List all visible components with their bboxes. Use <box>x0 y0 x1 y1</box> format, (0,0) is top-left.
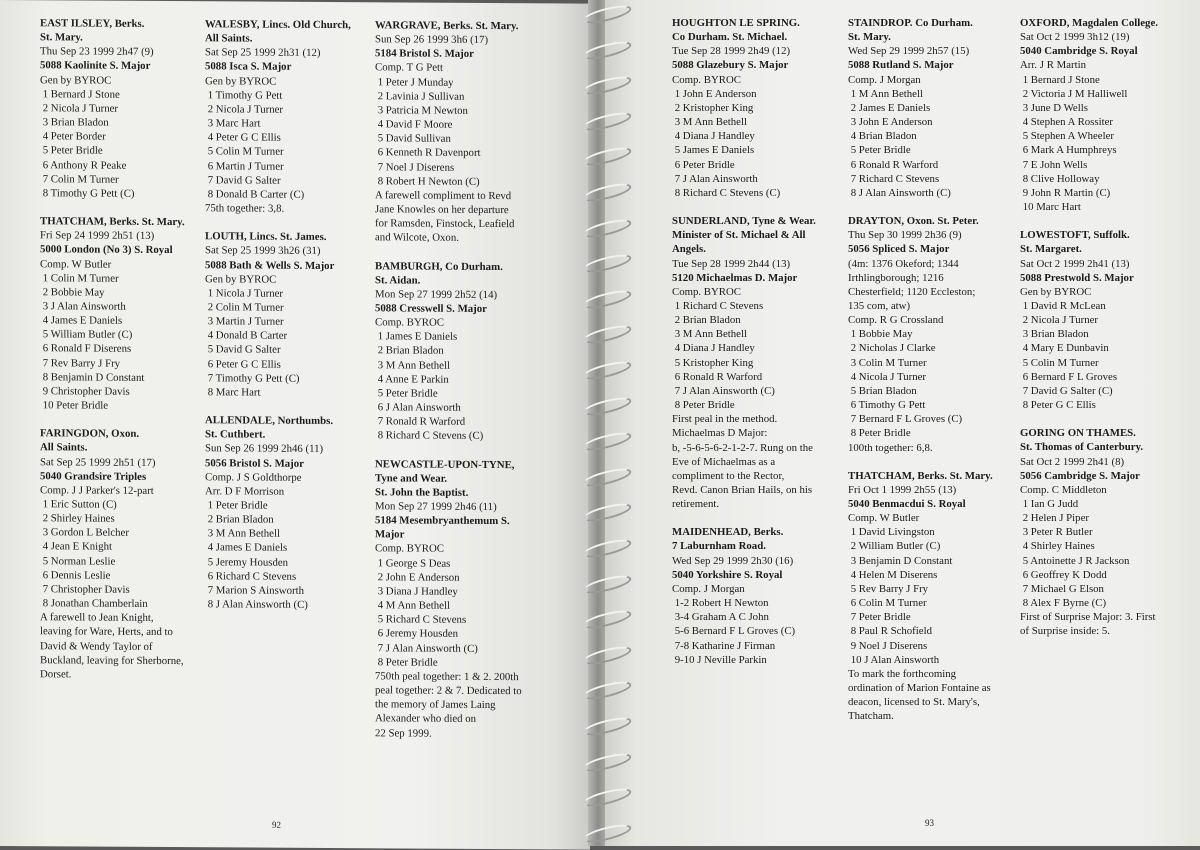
peal-location: MAIDENHEAD, Berks. <box>672 526 784 539</box>
ringer: 6 Kenneth R Davenport <box>375 146 481 160</box>
left-column-3 <box>375 18 545 755</box>
ringer: 1 Eric Sutton (C) <box>40 498 117 511</box>
ringer: 8 J Alan Ainsworth (C) <box>848 186 951 199</box>
ringer: 1 Ian G Judd <box>1020 498 1079 510</box>
peal-method-note: (4m: 1376 Okeford; 1344 <box>848 257 959 270</box>
peal-date: Mon Sep 27 1999 2h52 (14) <box>375 288 498 301</box>
ringer: 5 Peter Bridle <box>848 144 911 157</box>
ringer: 8 Richard C Stevens (C) <box>375 429 484 443</box>
ringer: 2 Lavinia J Sullivan <box>375 90 465 103</box>
ringer: 4 Jean E Knight <box>40 540 112 554</box>
ringer: 2 Nicola J Turner <box>40 102 118 115</box>
ringer: 5 David Sullivan <box>375 132 451 146</box>
ringer: 1 Richard C Stevens <box>672 299 764 312</box>
peal-date: Mon Sep 27 1999 2h46 (11) <box>375 500 497 514</box>
ringer: 5 Stephen A Wheeler <box>1020 130 1114 143</box>
ringer: 6 Richard C Stevens <box>205 570 297 583</box>
peal-date: Fri Oct 1 1999 2h55 (13) <box>848 483 957 496</box>
peal-location: Angels. <box>672 243 706 256</box>
peal-location: SUNDERLAND, Tyne & Wear. <box>672 215 816 228</box>
peal-location: FARINGDON, Oxon. <box>40 427 140 441</box>
peal-location: Co Durham. St. Michael. <box>672 31 788 44</box>
peal-entry <box>1020 16 1190 214</box>
peal-composition: Gen by BYROC <box>1020 285 1092 298</box>
peal-location: THATCHAM, Berks. St. Mary. <box>848 469 993 482</box>
ringer: 5 Brian Bladon <box>848 384 917 397</box>
peal-date: Sat Oct 2 1999 2h41 (8) <box>1020 455 1125 468</box>
ringer: 4 Diana J Handley <box>672 130 755 143</box>
peal-footnote: Thatcham. <box>848 710 894 723</box>
ringer: 4 Diana J Handley <box>672 342 755 355</box>
ringer: 6 Dennis Leslie <box>40 569 111 582</box>
peal-date: Tue Sep 28 1999 2h49 (12) <box>672 45 791 58</box>
ringer: 7 Christopher Davis <box>40 583 130 596</box>
peal-location: St. Mary. <box>40 31 83 44</box>
ringer: 6 Colin M Turner <box>848 597 927 610</box>
ringer: 4 Brian Bladon <box>848 130 917 143</box>
ringer: 5 Kristopher King <box>672 356 754 369</box>
ringer: 6 Ronald F Diserens <box>40 342 132 356</box>
ringer: 5 Colin M Turner <box>1020 356 1099 369</box>
ringer: 6 Bernard F L Groves <box>1020 370 1118 383</box>
ringer: 2 Nicola J Turner <box>1020 314 1098 327</box>
ringer: 9-10 J Neville Parkin <box>672 653 767 666</box>
peal-composition: Comp. R G Crossland <box>848 314 944 327</box>
ringer: 7 Rev Barry J Fry <box>40 356 121 370</box>
peal-location: BAMBURGH, Co Durham. <box>375 259 503 273</box>
ringer: 8 Timothy G Pett (C) <box>40 187 135 200</box>
ringer: 6 Timothy G Pett <box>848 399 926 412</box>
peal-footnote: Alexander who died on <box>375 712 477 726</box>
ringer: 8 Peter G C Ellis <box>1020 399 1096 412</box>
ringer: 6 Geoffrey K Dodd <box>1020 568 1107 581</box>
ringer: 2 Bobbie May <box>40 286 105 299</box>
peal-location: St. Aidan. <box>375 273 421 287</box>
peal-location: St. Thomas of Canterbury. <box>1020 441 1144 454</box>
ringer: 4 James E Daniels <box>40 314 123 327</box>
peal-footnote: the memory of James Laing <box>375 698 496 712</box>
peal-method: 5088 Prestwold S. Major <box>1020 271 1134 284</box>
ringer: 7 David G Salter <box>205 173 281 187</box>
ringer: 7 J Alan Ainsworth (C) <box>375 641 478 655</box>
peal-method: 5040 Benmacdui S. Royal <box>848 498 966 510</box>
peal-location: ALLENDALE, Northumbs. <box>205 414 334 428</box>
peal-method: 5088 Cresswell S. Major <box>375 302 487 315</box>
ringer: 3 M Ann Bethell <box>375 358 450 372</box>
peal-composition: Comp. T G Pett <box>375 61 443 75</box>
ringer: 1 Nicola J Turner <box>205 287 283 300</box>
ringer: 5-6 Bernard F L Groves (C) <box>672 625 796 638</box>
peal-location: 7 Laburnham Road. <box>672 540 766 553</box>
ringer: 8 Richard C Stevens (C) <box>672 186 781 199</box>
ringer: 1 Timothy G Pett <box>205 89 283 102</box>
ringer: 8 Jonathan Chamberlain <box>40 597 148 610</box>
ringer: 4 Stephen A Rossiter <box>1020 116 1113 129</box>
ringer: 5 Richard C Stevens <box>375 613 467 627</box>
ringer: 3 Martin J Turner <box>205 315 284 328</box>
peal-footnote: Jane Knowles on her departure <box>375 203 509 217</box>
ringer: 7 Marion S Ainsworth <box>205 584 304 597</box>
ringer: 1 Peter J Munday <box>375 75 454 89</box>
ringer: 1 David Livingston <box>848 526 935 539</box>
peal-date: Sun Sep 26 1999 3h6 (17) <box>375 33 489 47</box>
peal-date: Sat Oct 2 1999 2h41 (13) <box>1020 257 1130 270</box>
peal-location: STAINDROP. Co Durham. <box>848 17 973 29</box>
peal-footnote: A farewell to Jean Knight, <box>40 611 154 625</box>
ringer: 3 M Ann Bethell <box>205 527 280 541</box>
peal-entry <box>205 413 370 612</box>
peal-footnote: peal together: 2 & 7. Dedicated to <box>375 684 522 698</box>
ringer: 1-2 Robert H Newton <box>672 597 769 610</box>
peal-method: 5088 Kaolinite S. Major <box>40 59 151 73</box>
peal-method: 5056 Spliced S. Major <box>848 243 950 256</box>
ringer: 5 Peter Bridle <box>40 144 103 158</box>
peal-location: DRAYTON, Oxon. St. Peter. <box>848 215 979 228</box>
peal-entry <box>672 525 842 667</box>
peal-composition: Arr. D F Morrison <box>205 485 285 498</box>
ringer: 8 Robert H Newton (C) <box>375 175 480 188</box>
ringer: 5 James E Daniels <box>672 144 755 157</box>
ringer: 1 Bobbie May <box>848 328 913 341</box>
peal-date: Thu Sep 23 1999 2h47 (9) <box>40 45 154 59</box>
peal-location: St. Mary. <box>848 31 891 44</box>
ringer: 3 M Ann Bethell <box>672 328 747 341</box>
peal-footnote: 22 Sep 1999. <box>375 726 432 740</box>
right-column-1 <box>672 16 842 681</box>
peal-date: Sat Oct 2 1999 3h12 (19) <box>1020 31 1130 44</box>
page-number-right: 93 <box>925 818 934 828</box>
ringer: 9 Noel J Diserens <box>848 639 928 652</box>
peal-method-note: Chesterfield; 1120 Eccleston; <box>848 285 976 298</box>
ringer: 9 John R Martin (C) <box>1020 186 1111 199</box>
peal-location: All Saints. <box>40 441 88 454</box>
ringer: 2 Nicholas J Clarke <box>848 342 936 355</box>
ringer: 3 Colin M Turner <box>848 356 927 369</box>
peal-location: GORING ON THAMES. <box>1020 427 1136 440</box>
peal-method: 5088 Glazebury S. Major <box>672 59 789 72</box>
ringer: 6 Jeremy Housden <box>375 627 459 641</box>
ringer: 4 David F Moore <box>375 118 453 131</box>
ringer: 2 William Butler (C) <box>848 540 941 553</box>
peal-footnote: for Ramsden, Finstock, Leafield <box>375 217 515 231</box>
peal-composition: Comp. C Middleton <box>1020 483 1107 496</box>
peal-composition: Comp. BYROC <box>375 316 444 329</box>
ringer: 6 Peter Bridle <box>672 158 735 171</box>
peal-date: Thu Sep 30 1999 2h36 (9) <box>848 229 962 242</box>
peal-location: NEWCASTLE-UPON-TYNE, <box>375 457 515 471</box>
peal-composition: Comp. W Butler <box>848 512 920 525</box>
ringer: 3 Brian Bladon <box>1020 328 1089 341</box>
peal-entry <box>672 16 842 200</box>
ringer: 7 Noel J Diserens <box>375 160 455 174</box>
peal-method: 5184 Mesembryanthemum S. <box>375 514 510 528</box>
ringer: 6 Mark A Humphreys <box>1020 144 1117 157</box>
peal-footnote: deacon, licensed to St. Mary's, <box>848 696 980 709</box>
ringer: 2 Shirley Haines <box>40 512 115 525</box>
ringer: 10 Peter Bridle <box>40 399 109 412</box>
peal-entry <box>375 18 545 246</box>
peal-footnote: Michaelmas D Major: <box>672 427 768 440</box>
peal-composition: Comp. BYROC <box>672 285 741 298</box>
peal-footnote: 100th together: 6,8. <box>848 441 933 454</box>
peal-composition: Gen by BYROC <box>40 73 112 87</box>
ringer: 1 Bernard J Stone <box>40 88 120 101</box>
ringer: 10 J Alan Ainsworth <box>848 653 940 666</box>
peal-entry <box>672 214 842 511</box>
peal-entry <box>1020 228 1190 412</box>
peal-method: 5184 Bristol S. Major <box>375 47 474 61</box>
ringer: 1 M Ann Bethell <box>848 87 923 100</box>
ringer: 3-4 Graham A C John <box>672 611 769 624</box>
ringer: 4 Donald B Carter <box>205 329 288 343</box>
ringer: 8 Peter Bridle <box>672 399 735 412</box>
ringer: 2 Brian Bladon <box>375 344 444 358</box>
ringer: 6 Peter G C Ellis <box>205 357 281 371</box>
ringer: 4 Shirley Haines <box>1020 540 1095 553</box>
peal-footnote: David & Wendy Taylor of <box>40 639 153 653</box>
peal-method-note: Irthlingborough; 1216 <box>848 271 944 284</box>
ringer: 7 Ronald R Warford <box>375 415 466 429</box>
ringer: 6 Anthony R Peake <box>40 158 127 172</box>
peal-footnote: leaving for Ware, Herts, and to <box>40 625 173 639</box>
peal-method: 5120 Michaelmas D. Major <box>672 271 798 284</box>
peal-location: All Saints. <box>205 32 253 45</box>
ringer: 7 Richard C Stevens <box>848 172 940 185</box>
peal-entry <box>848 214 1018 455</box>
peal-footnote: Buckland, leaving for Sherborne, <box>40 653 184 667</box>
ringer: 3 Benjamin D Constant <box>848 554 953 567</box>
ringer: 7-8 Katharine J Firman <box>672 639 776 652</box>
ringer: 6 Ronald R Warford <box>672 370 763 383</box>
ringer: 6 Martin J Turner <box>205 159 284 173</box>
peal-composition: Comp. W Butler <box>40 257 112 271</box>
ringer: 7 Michael G Elson <box>1020 582 1104 595</box>
ringer: 2 Colin M Turner <box>205 301 284 314</box>
ringer: 9 Christopher Davis <box>40 385 130 398</box>
ringer: 3 Patricia M Newton <box>375 104 468 117</box>
peal-entry <box>40 426 200 682</box>
ringer: 2 Kristopher King <box>672 101 754 114</box>
peal-location: THATCHAM, Berks. St. Mary. <box>40 215 185 229</box>
peal-footnote: b, -5-6-5-6-2-1-2-7. Rung on the <box>672 441 813 454</box>
peal-method: Major <box>375 528 405 541</box>
peal-method: 5040 Grandsire Triples <box>40 469 147 483</box>
peal-footnote: A farewell compliment to Revd <box>375 189 512 202</box>
ringer: 5 Colin M Turner <box>205 145 284 159</box>
peal-date: Tue Sep 28 1999 2h44 (13) <box>672 257 791 270</box>
ringer: 1 Bernard J Stone <box>1020 73 1100 86</box>
peal-composition: Comp. J S Goldthorpe <box>205 470 302 484</box>
peal-footnote: Revd. Canon Brian Hails, on his <box>672 484 813 496</box>
ringer: 5 Rev Barry J Fry <box>848 582 929 595</box>
ringer: 2 Brian Bladon <box>672 314 741 327</box>
peal-entry <box>205 17 370 216</box>
peal-location: EAST ILSLEY, Berks. <box>40 17 145 30</box>
ringer: 3 Marc Hart <box>205 117 261 130</box>
peal-composition: Arr. J R Martin <box>1020 59 1086 72</box>
page-number-left: 92 <box>272 819 281 830</box>
ringer: 8 Benjamin D Constant <box>40 370 145 384</box>
left-column-2 <box>205 17 370 626</box>
peal-location: OXFORD, Magdalen College. <box>1020 17 1158 29</box>
peal-location: WARGRAVE, Berks. St. Mary. <box>375 19 519 33</box>
peal-date: Sat Sep 25 1999 3h26 (31) <box>205 244 321 258</box>
peal-entry <box>40 214 200 413</box>
peal-composition: Comp. BYROC <box>672 73 741 86</box>
ringer: 4 Peter G C Ellis <box>205 131 281 144</box>
ringer: 5 David G Salter <box>205 343 281 357</box>
ringer: 7 J Alan Ainsworth <box>672 172 758 185</box>
peal-method: 5088 Isca S. Major <box>205 60 292 74</box>
peal-footnote: First peal in the method. <box>672 413 778 426</box>
peal-date: Fri Sep 24 1999 2h51 (13) <box>40 229 155 243</box>
peal-entry <box>375 259 545 444</box>
right-column-3 <box>1020 16 1190 653</box>
peal-composition: Gen by BYROC <box>205 272 277 286</box>
peal-entry <box>1020 426 1190 638</box>
ringer: 1 James E Daniels <box>375 330 458 344</box>
ringer: 3 J Alan Ainsworth <box>40 300 126 313</box>
ringer: 5 Jeremy Housden <box>205 555 289 569</box>
ringer: 7 J Alan Ainsworth (C) <box>672 384 775 397</box>
ringer: 8 Alex F Byrne (C) <box>1020 597 1107 610</box>
ringer: 1 Colin M Turner <box>40 271 119 285</box>
peal-location: St. John the Baptist. <box>375 486 469 499</box>
ringer: 5 William Butler (C) <box>40 328 133 342</box>
peal-footnote: of Surprise inside: 5. <box>1020 625 1110 638</box>
ringer: 7 Timothy G Pett (C) <box>205 372 300 385</box>
peal-footnote: retirement. <box>672 498 720 511</box>
right-page <box>605 0 1200 846</box>
peal-entry <box>205 229 370 400</box>
ringer: 8 Paul R Schofield <box>848 625 932 638</box>
ringer: 8 Donald B Carter (C) <box>205 188 305 201</box>
peal-footnote: First of Surprise Major: 3. First <box>1020 611 1156 624</box>
peal-composition: Comp. J J Parker's 12-part <box>40 484 154 497</box>
ringer: 2 Victoria J M Halliwell <box>1020 87 1128 100</box>
ringer: 1 John E Anderson <box>672 87 757 100</box>
peal-entry <box>375 457 545 741</box>
ringer: 4 M Ann Bethell <box>375 599 450 612</box>
ringer: 3 June D Wells <box>1020 101 1088 114</box>
peal-method: 5040 Yorkshire S. Royal <box>672 568 783 581</box>
ringer: 8 Peter Bridle <box>375 656 438 669</box>
peal-method: 5040 Cambridge S. Royal <box>1020 45 1138 58</box>
ringer: 2 Helen J Piper <box>1020 512 1089 525</box>
ringer: 4 Helen M Diserens <box>848 568 938 581</box>
ringer: 4 Mary E Dunbavin <box>1020 342 1109 355</box>
peal-composition: Comp. BYROC <box>375 542 444 556</box>
ringer: 5 Norman Leslie <box>40 554 116 568</box>
peal-location: St. Margaret. <box>1020 243 1082 256</box>
ringer: 3 M Ann Bethell <box>672 116 747 129</box>
peal-location: Minister of St. Michael & All <box>672 229 806 242</box>
ringer: 4 James E Daniels <box>205 541 288 555</box>
ringer: 8 J Alan Ainsworth (C) <box>205 598 308 611</box>
ringer: 7 Bernard F L Groves (C) <box>848 413 963 426</box>
ringer: 6 J Alan Ainsworth <box>375 401 461 414</box>
peal-location: LOUTH, Lincs. St. James. <box>205 230 327 244</box>
peal-footnote: To mark the forthcoming <box>848 667 957 680</box>
left-page <box>0 0 590 850</box>
peal-location: LOWESTOFT, Suffolk. <box>1020 229 1130 242</box>
peal-composition: Comp. J Morgan <box>672 582 745 595</box>
ringer: 2 Nicola J Turner <box>205 103 283 116</box>
peal-method: 5088 Rutland S. Major <box>848 59 954 72</box>
ringer: 7 E John Wells <box>1020 158 1088 171</box>
peal-footnote: 75th together: 3,8. <box>205 202 285 215</box>
ringer: 4 Peter Border <box>40 130 106 143</box>
ringer: 5 Antoinette J R Jackson <box>1020 554 1130 567</box>
ringer: 7 Colin M Turner <box>40 172 119 186</box>
right-column-2 <box>848 16 1018 738</box>
peal-date: Sun Sep 26 1999 2h46 (11) <box>205 442 324 456</box>
peal-composition: Comp. J Morgan <box>848 73 921 86</box>
peal-entry <box>848 16 1018 200</box>
ringer: 8 Marc Hart <box>205 386 261 399</box>
ringer: 1 Peter Bridle <box>205 499 268 512</box>
ringer: 1 George S Deas <box>375 556 451 570</box>
peal-footnote: compliment to the Rector, <box>672 469 785 482</box>
ringer: 3 Brian Bladon <box>40 116 109 129</box>
peal-location: HOUGHTON LE SPRING. <box>672 17 800 29</box>
peal-footnote: Dorset. <box>40 668 72 681</box>
ringer: 3 John E Anderson <box>848 116 933 129</box>
ringer: 7 David G Salter (C) <box>1020 384 1113 397</box>
ringer: 3 Peter R Butler <box>1020 526 1093 539</box>
peal-location: WALESBY, Lincs. Old Church, <box>205 18 351 32</box>
peal-method: 5000 London (No 3) S. Royal <box>40 243 173 257</box>
peal-entry <box>848 469 1018 724</box>
peal-entry <box>40 16 200 201</box>
ringer: 2 John E Anderson <box>375 571 460 584</box>
peal-footnote: ordination of Marion Fontaine as <box>848 682 991 695</box>
ringer: 8 Peter Bridle <box>848 427 911 440</box>
ringer: 5 Peter Bridle <box>375 387 438 400</box>
peal-location: Tyne and Wear. <box>375 471 448 485</box>
ringer: 6 Ronald R Warford <box>848 158 939 171</box>
peal-date: Wed Sep 29 1999 2h30 (16) <box>672 554 794 567</box>
ringer: 3 Diana J Handley <box>375 585 458 598</box>
peal-date: Sat Sep 25 1999 2h51 (17) <box>40 455 156 469</box>
peal-footnote: 750th peal together: 1 & 2. 200th <box>375 670 519 684</box>
ringer: 8 Clive Holloway <box>1020 172 1100 185</box>
peal-composition: Gen by BYROC <box>205 74 277 88</box>
peal-method: 5088 Bath & Wells S. Major <box>205 258 335 272</box>
ringer: 4 Anne E Parkin <box>375 373 449 386</box>
peal-date: Wed Sep 29 1999 2h57 (15) <box>848 45 970 58</box>
ringer: 10 Marc Hart <box>1020 201 1081 214</box>
ringer: 2 Brian Bladon <box>205 513 274 526</box>
peal-method: 5056 Bristol S. Major <box>205 456 304 470</box>
ringer: 1 David R McLean <box>1020 299 1106 312</box>
ringer: 7 Peter Bridle <box>848 611 911 624</box>
ringer: 4 Nicola J Turner <box>848 370 926 383</box>
peal-footnote: Eve of Michaelmas as a <box>672 455 776 468</box>
peal-footnote: and Wilcote, Oxon. <box>375 231 459 245</box>
ringer: 2 James E Daniels <box>848 101 931 114</box>
peal-method: 5056 Cambridge S. Major <box>1020 469 1140 482</box>
peal-location: St. Cuthbert. <box>205 428 266 441</box>
ringer: 3 Gordon L Belcher <box>40 526 129 540</box>
peal-date: Sat Sep 25 1999 2h31 (12) <box>205 46 321 60</box>
left-column-1 <box>40 16 200 696</box>
peal-method-note: 135 com, atw) <box>848 299 911 312</box>
